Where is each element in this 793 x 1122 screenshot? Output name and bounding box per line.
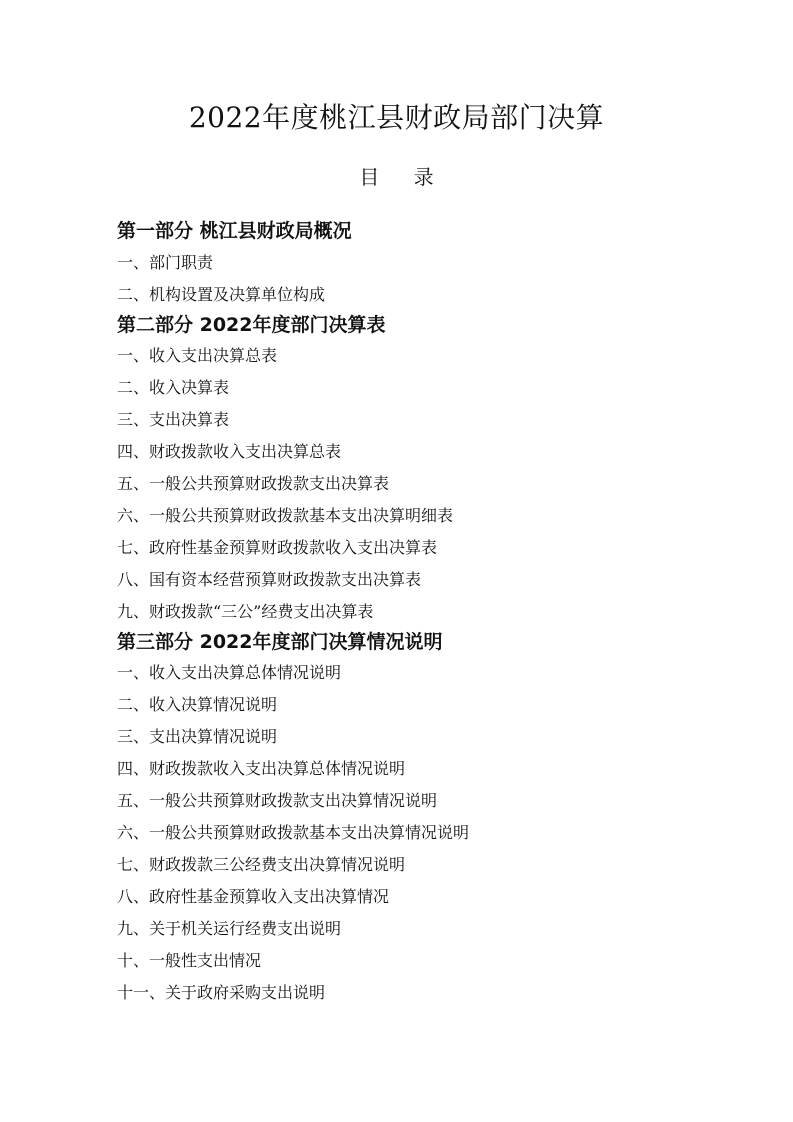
- toc-item: 二、收入决算情况说明: [117, 695, 278, 714]
- toc-item: 八、政府性基金预算收入支出决算情况: [117, 887, 390, 906]
- toc-item: 二、机构设置及决算单位构成: [117, 285, 326, 304]
- toc-item: 九、财政拨款“三公”经费支出决算表: [117, 602, 374, 621]
- toc-item: 六、一般公共预算财政拨款基本支出决算情况说明: [117, 823, 470, 842]
- toc-part-1-title: 第一部分 桃江县财政局概况: [117, 220, 352, 242]
- toc-item: 七、政府性基金预算财政拨款收入支出决算表: [117, 538, 438, 557]
- toc-item: 十、一般性支出情况: [117, 951, 262, 970]
- toc-item: 五、一般公共预算财政拨款支出决算表: [117, 474, 390, 493]
- toc-item: 二、收入决算表: [117, 378, 230, 397]
- toc-item: 四、财政拨款收入支出决算总表: [117, 442, 342, 461]
- toc-part-2-title: 第二部分 2022年度部门决算表: [117, 314, 386, 336]
- toc-item: 七、财政拨款三公经费支出决算情况说明: [117, 855, 406, 874]
- toc-item: 十一、关于政府采购支出说明: [117, 983, 326, 1002]
- toc-item: 三、支出决算情况说明: [117, 727, 278, 746]
- toc-item: 三、支出决算表: [117, 410, 230, 429]
- toc-item: 五、一般公共预算财政拨款支出决算情况说明: [117, 791, 438, 810]
- document-title: 2022年度桃江县财政局部门决算: [188, 101, 605, 134]
- toc-item: 一、收入支出决算总表: [117, 346, 278, 365]
- toc-item: 一、收入支出决算总体情况说明: [117, 663, 342, 682]
- table-of-contents: [117, 215, 737, 1009]
- toc-part-3-title: 第三部分 2022年度部门决算情况说明: [117, 631, 443, 653]
- toc-heading: 目 录: [359, 165, 448, 189]
- toc-item: 六、一般公共预算财政拨款基本支出决算明细表: [117, 506, 454, 525]
- toc-item: 九、关于机关运行经费支出说明: [117, 919, 342, 938]
- toc-item: 八、国有资本经营预算财政拨款支出决算表: [117, 570, 422, 589]
- toc-item: 四、财政拨款收入支出决算总体情况说明: [117, 759, 406, 778]
- toc-item: 一、部门职责: [117, 253, 214, 272]
